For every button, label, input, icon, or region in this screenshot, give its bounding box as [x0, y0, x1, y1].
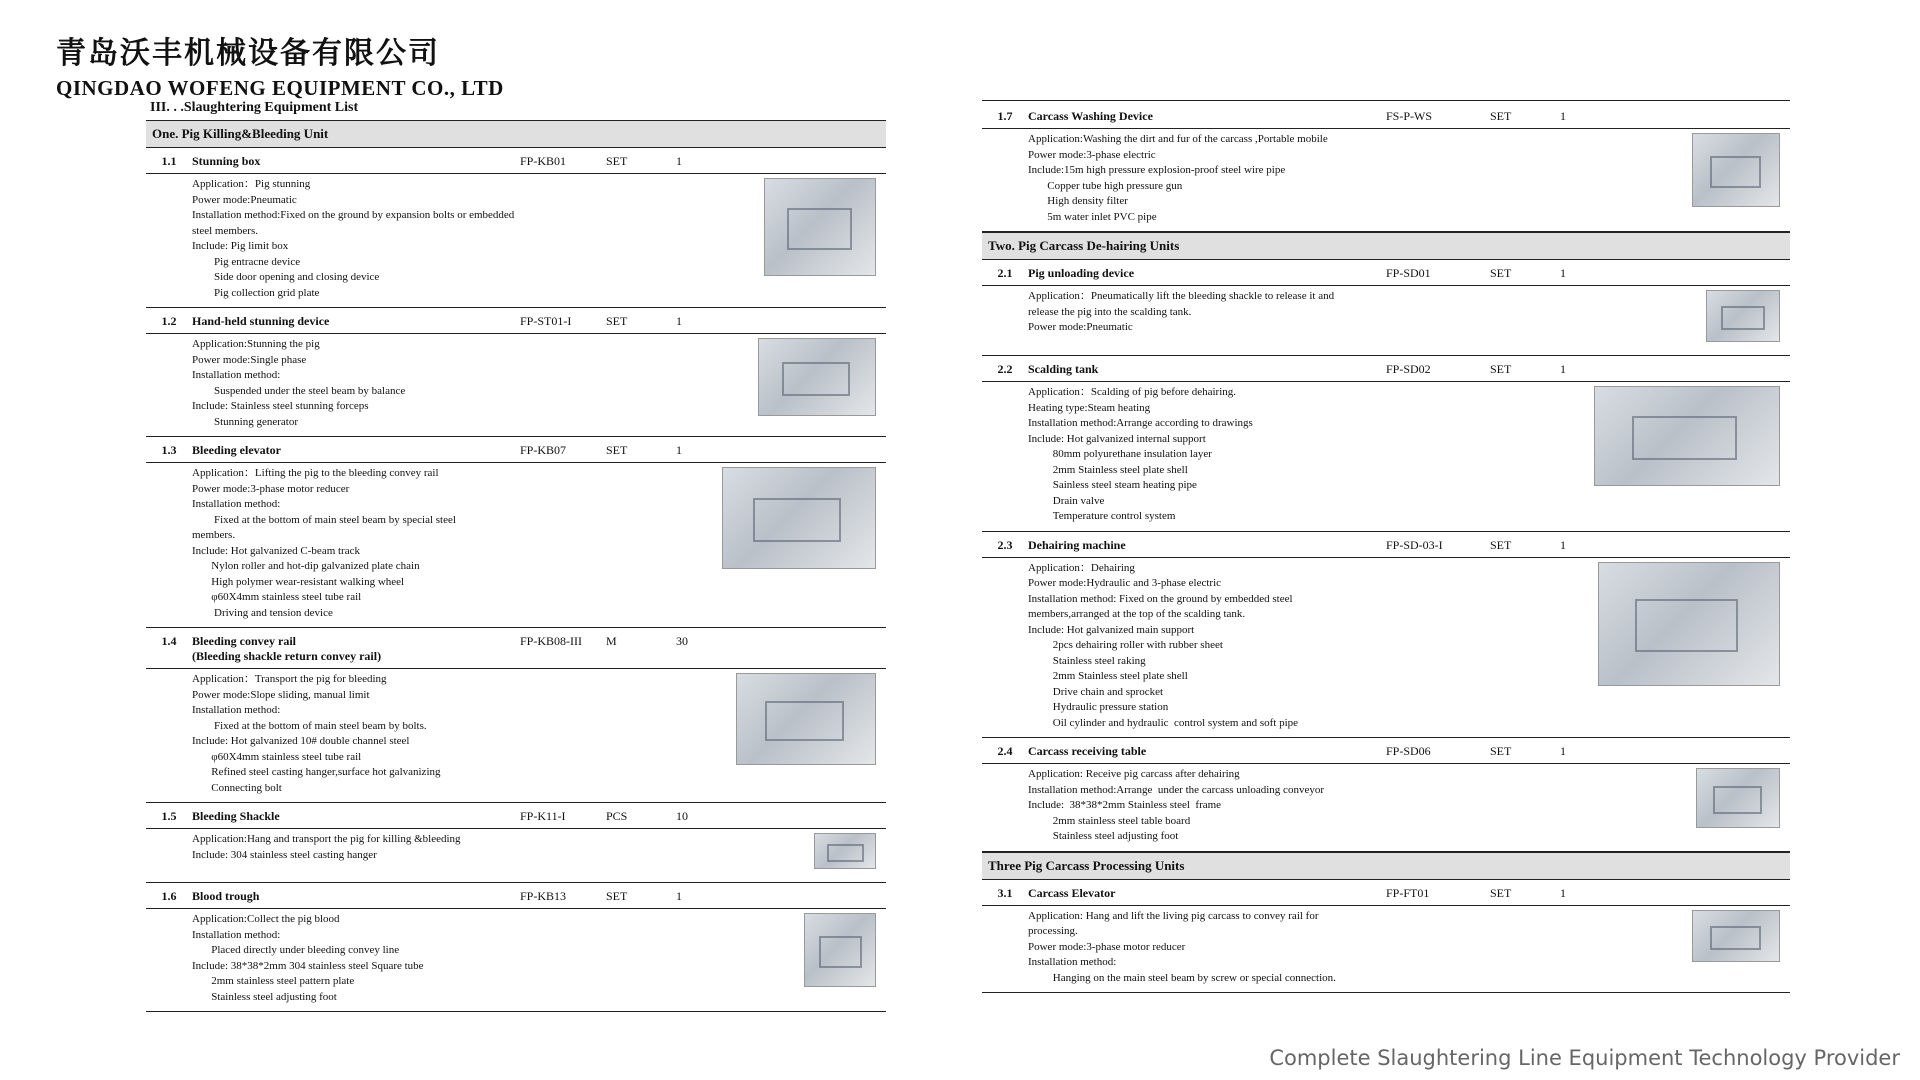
item-header-row	[146, 148, 886, 174]
equipment-photo	[804, 913, 876, 987]
description-line: Application：Lifting the pig to the bleeding convey rail	[192, 467, 439, 479]
item-header-row	[146, 437, 886, 463]
item-quantity: 1	[1560, 537, 1566, 552]
item-model: FP-KB13	[520, 889, 567, 903]
item-quantity: 1	[1560, 109, 1566, 123]
description-line: Pig collection grid plate	[192, 286, 320, 299]
item-number: 2.4	[997, 744, 1013, 758]
item-model: FS-P-WS	[1386, 109, 1433, 123]
description-line: processing.	[1028, 925, 1078, 937]
equipment-item	[982, 880, 1790, 994]
item-number: 1.7	[997, 109, 1013, 123]
description-line: Power mode:3-phase motor reducer	[192, 482, 350, 495]
description-line: Installation method:	[192, 369, 281, 381]
description-line: Nylon roller and hot-dip galvanized plate chain	[192, 560, 420, 572]
item-number: 3.1	[997, 885, 1013, 900]
item-quantity: 1	[1560, 744, 1566, 758]
description-line: φ60X4mm stainless steel tube rail	[192, 591, 362, 603]
item-quantity: 1	[676, 443, 682, 457]
description-line: Application: Hang and lift the living pig carcass to convey rail for	[1028, 909, 1319, 922]
description-line: Application：Scalding of pig before dehairing.	[1028, 386, 1237, 398]
equipment-photo	[1598, 562, 1780, 686]
equipment-item	[146, 308, 886, 437]
description-line: Pig entracne device	[192, 255, 301, 268]
description-line: Power mode:Pneumatic	[1028, 321, 1133, 333]
description-line: Sainless steel steam heating pipe	[1028, 479, 1197, 491]
equipment-item	[982, 738, 1790, 852]
item-description	[146, 463, 886, 627]
item-header-row	[982, 103, 1790, 129]
item-number: 1.4	[161, 634, 177, 648]
description-line: steel members.	[192, 224, 258, 237]
item-unit: M	[606, 634, 617, 648]
footer-tagline: Complete Slaughtering Line Equipment Technology Provider	[1269, 1046, 1900, 1070]
item-name: Bleeding elevator	[192, 443, 281, 457]
description-line: Connecting bolt	[192, 781, 282, 794]
description-line: Power mode:Pneumatic	[192, 193, 297, 206]
item-header-row	[146, 803, 886, 829]
description-line: Placed directly under bleeding convey line	[192, 944, 400, 956]
item-quantity: 1	[676, 889, 682, 903]
item-quantity: 30	[676, 634, 688, 648]
item-model: FP-KB01	[520, 154, 567, 168]
description-line: Installation method:	[192, 498, 281, 510]
description-line: Application:Stunning the pig	[192, 338, 320, 350]
company-name-cn: 青岛沃丰机械设备有限公司	[56, 36, 440, 71]
item-description	[146, 829, 886, 882]
item-number: 2.2	[997, 362, 1013, 376]
description-line: Application：Pig stunning	[192, 178, 311, 190]
equipment-photo	[736, 673, 876, 765]
item-name: Carcass Washing Device	[1028, 109, 1153, 123]
description-line: Fixed at the bottom of main steel beam by special steel	[192, 513, 456, 526]
item-description	[982, 286, 1790, 355]
item-header-row	[146, 628, 886, 669]
equipment-item	[982, 260, 1790, 356]
description-line: Installation method:	[192, 928, 281, 941]
description-line: Include: Hot galvanized main support	[1028, 623, 1195, 636]
description-line: Installation method:Arrange under the carcass unloading conveyor	[1028, 783, 1324, 796]
item-unit: SET	[1490, 362, 1512, 376]
item-name: Carcass receiving table	[1028, 744, 1147, 758]
unit-title: Three Pig Carcass Processing Units	[982, 852, 1790, 880]
item-number: 1.2	[161, 314, 177, 328]
description-line: High polymer wear-resistant walking wheel	[192, 575, 405, 588]
item-description	[146, 909, 886, 1011]
equipment-photo	[722, 467, 876, 569]
description-line: 2pcs dehairing roller with rubber sheet	[1028, 639, 1223, 651]
item-number: 1.5	[161, 809, 177, 823]
item-name: Pig unloading device	[1028, 266, 1135, 280]
item-unit: PCS	[606, 809, 628, 823]
description-line: members,arranged at the top of the scalding tank.	[1028, 608, 1246, 620]
item-description	[982, 558, 1790, 738]
item-name: Blood trough	[192, 889, 260, 903]
item-model: FP-SD01	[1386, 266, 1431, 280]
description-line: Power mode:Slope sliding, manual limit	[192, 688, 370, 701]
description-line: Application：Pneumatically lift the bleeding shackle to release it and	[1028, 290, 1335, 302]
description-line: Heating type:Steam heating	[1028, 401, 1151, 414]
equipment-item	[146, 437, 886, 628]
description-line: Installation method:Arrange according to drawings	[1028, 417, 1253, 429]
description-line: Power mode:Single phase	[192, 353, 307, 366]
description-line: Fixed at the bottom of main steel beam by bolts.	[192, 719, 427, 732]
item-description	[146, 334, 886, 436]
item-model: FP-SD-03-I	[1386, 537, 1443, 552]
equipment-photo	[1696, 768, 1780, 828]
item-unit: SET	[1490, 744, 1512, 758]
item-number: 1.1	[161, 154, 177, 168]
equipment-photo	[1692, 133, 1780, 207]
description-line: Stainless steel adjusting foot	[192, 990, 337, 1003]
description-line: Application：Transport the pig for bleeding	[192, 673, 387, 685]
item-quantity: 1	[1560, 885, 1566, 900]
description-line: Oil cylinder and hydraulic control system and soft pipe	[1028, 716, 1299, 729]
description-line: Refined steel casting hanger,surface hot galvanizing	[192, 766, 441, 778]
item-model: FP-ST01-I	[520, 314, 572, 328]
equipment-photo	[814, 833, 876, 869]
item-header-row	[146, 883, 886, 909]
description-line: Power mode:3-phase electric	[1028, 148, 1156, 161]
description-line: Application:Hang and transport the pig for killing &bleeding	[192, 833, 461, 845]
description-line: 2mm stainless steel table board	[1028, 814, 1191, 827]
description-line: Temperature control system	[1028, 510, 1176, 522]
description-line: Include: Hot galvanized C-beam track	[192, 544, 360, 557]
item-quantity: 10	[676, 809, 688, 823]
item-model: FP-KB07	[520, 443, 567, 457]
description-line: Drain valve	[1028, 494, 1105, 507]
equipment-item	[146, 628, 886, 803]
description-line: Side door opening and closing device	[192, 271, 380, 283]
item-model: FP-SD06	[1386, 744, 1431, 758]
description-line: Include:15m high pressure explosion-proof steel wire pipe	[1028, 164, 1286, 176]
equipment-item	[146, 148, 886, 308]
description-line: 80mm polyurethane insulation layer	[1028, 448, 1212, 460]
description-line: Installation method:Fixed on the ground by expansion bolts or embedded	[192, 209, 515, 221]
item-name: Bleeding Shackle	[192, 809, 280, 823]
description-line: Application：Dehairing	[1028, 561, 1135, 574]
equipment-photo	[1706, 290, 1780, 342]
item-header-row	[982, 260, 1790, 286]
description-line: Hanging on the main steel beam by screw or special connection.	[1028, 971, 1336, 984]
item-number: 1.3	[161, 443, 177, 457]
description-line: 2mm Stainless steel plate shell	[1028, 463, 1188, 476]
top-rule	[982, 100, 1790, 101]
equipment-item	[982, 103, 1790, 232]
item-model: FP-K11-I	[520, 809, 566, 823]
item-name: Dehairing machine	[1028, 537, 1126, 552]
item-description	[146, 669, 886, 802]
description-line: Installation method: Fixed on the ground by embedded steel	[1028, 592, 1293, 605]
item-header-row	[982, 738, 1790, 764]
item-model: FP-SD02	[1386, 362, 1431, 376]
item-unit: SET	[1490, 266, 1512, 280]
description-line: Installation method:	[1028, 956, 1117, 968]
company-name-en: QINGDAO WOFENG EQUIPMENT CO., LTD	[56, 76, 504, 100]
item-number: 2.1	[997, 266, 1013, 280]
item-unit: SET	[1490, 537, 1512, 552]
unit-title: Two. Pig Carcass De-hairing Units	[982, 232, 1790, 260]
equipment-item	[146, 803, 886, 883]
description-line: Application: Receive pig carcass after dehairing	[1028, 768, 1240, 780]
description-line: 2mm stainless steel pattern plate	[192, 975, 355, 987]
item-name: Stunning box	[192, 154, 261, 168]
description-line: Installation method:	[192, 704, 281, 716]
description-line: Power mode:3-phase motor reducer	[1028, 940, 1186, 953]
item-name: Carcass Elevator	[1028, 885, 1116, 900]
description-line: Stainless steel raking	[1028, 654, 1146, 667]
item-unit: SET	[1490, 109, 1512, 123]
item-quantity: 1	[676, 154, 682, 168]
equipment-item	[146, 883, 886, 1012]
description-line: Copper tube high pressure gun	[1028, 179, 1183, 192]
item-header-row	[982, 880, 1790, 906]
description-line: Include: 304 stainless steel casting hanger	[192, 848, 377, 861]
item-description	[982, 764, 1790, 851]
item-description	[982, 382, 1790, 531]
description-line: members.	[192, 529, 236, 541]
description-line: Power mode:Hydraulic and 3-phase electric	[1028, 577, 1222, 589]
item-unit: SET	[606, 889, 628, 903]
left-column	[146, 120, 886, 1012]
description-line: Stunning generator	[192, 415, 299, 428]
description-line: Application:Washing the dirt and fur of the carcass ,Portable mobile	[1028, 133, 1328, 145]
item-name: Bleeding convey rail (Bleeding shackle return convey rail)	[192, 634, 382, 663]
item-quantity: 1	[1560, 266, 1566, 280]
equipment-photo	[1594, 386, 1780, 486]
description-line: Include: 38*38*2mm 304 stainless steel Square tube	[192, 959, 424, 972]
item-model: FP-KB08-III	[520, 634, 582, 648]
description-line: High density filter	[1028, 195, 1128, 207]
item-header-row	[982, 532, 1790, 558]
item-number: 2.3	[997, 537, 1013, 552]
description-line: Drive chain and sprocket	[1028, 685, 1164, 698]
item-unit: SET	[606, 314, 628, 328]
description-line: Stainless steel adjusting foot	[1028, 830, 1179, 842]
item-unit: SET	[606, 154, 628, 168]
description-line: 2mm Stainless steel plate shell	[1028, 670, 1188, 682]
equipment-item	[982, 532, 1790, 739]
description-line: Include: 38*38*2mm Stainless steel frame	[1028, 799, 1222, 811]
equipment-photo	[758, 338, 876, 416]
equipment-list-title: III. . .Slaughtering Equipment List	[150, 100, 359, 115]
item-description	[982, 129, 1790, 231]
equipment-photo	[1692, 910, 1780, 962]
description-line: Hydraulic pressure station	[1028, 701, 1169, 713]
item-unit: SET	[606, 443, 628, 457]
right-column	[982, 100, 1790, 993]
item-header-row	[146, 308, 886, 334]
item-unit: SET	[1490, 885, 1512, 900]
item-name: Scalding tank	[1028, 362, 1099, 376]
item-number: 1.6	[161, 889, 177, 903]
description-line: Include: Hot galvanized 10# double channel steel	[192, 735, 410, 747]
item-header-row	[982, 356, 1790, 382]
item-quantity: 1	[1560, 362, 1566, 376]
equipment-item	[982, 356, 1790, 532]
item-name: Hand-held stunning device	[192, 314, 330, 328]
description-line: Application:Collect the pig blood	[192, 913, 340, 925]
item-quantity: 1	[676, 314, 682, 328]
description-line: Driving and tension device	[192, 606, 333, 619]
description-line: Include: Hot galvanized internal support	[1028, 432, 1206, 445]
item-description	[146, 174, 886, 307]
equipment-photo	[764, 178, 876, 276]
company-header	[56, 28, 504, 101]
description-line: Include: Pig limit box	[192, 240, 289, 252]
item-model: FP-FT01	[1386, 885, 1430, 900]
description-line: Suspended under the steel beam by balance	[192, 384, 406, 397]
description-line: φ60X4mm stainless steel tube rail	[192, 750, 362, 763]
unit-title: One. Pig Killing&Bleeding Unit	[146, 120, 886, 148]
description-line: release the pig into the scalding tank.	[1028, 305, 1192, 318]
item-description	[982, 906, 1790, 993]
description-line: 5m water inlet PVC pipe	[1028, 210, 1157, 223]
description-line: Include: Stainless steel stunning forceps	[192, 400, 369, 412]
